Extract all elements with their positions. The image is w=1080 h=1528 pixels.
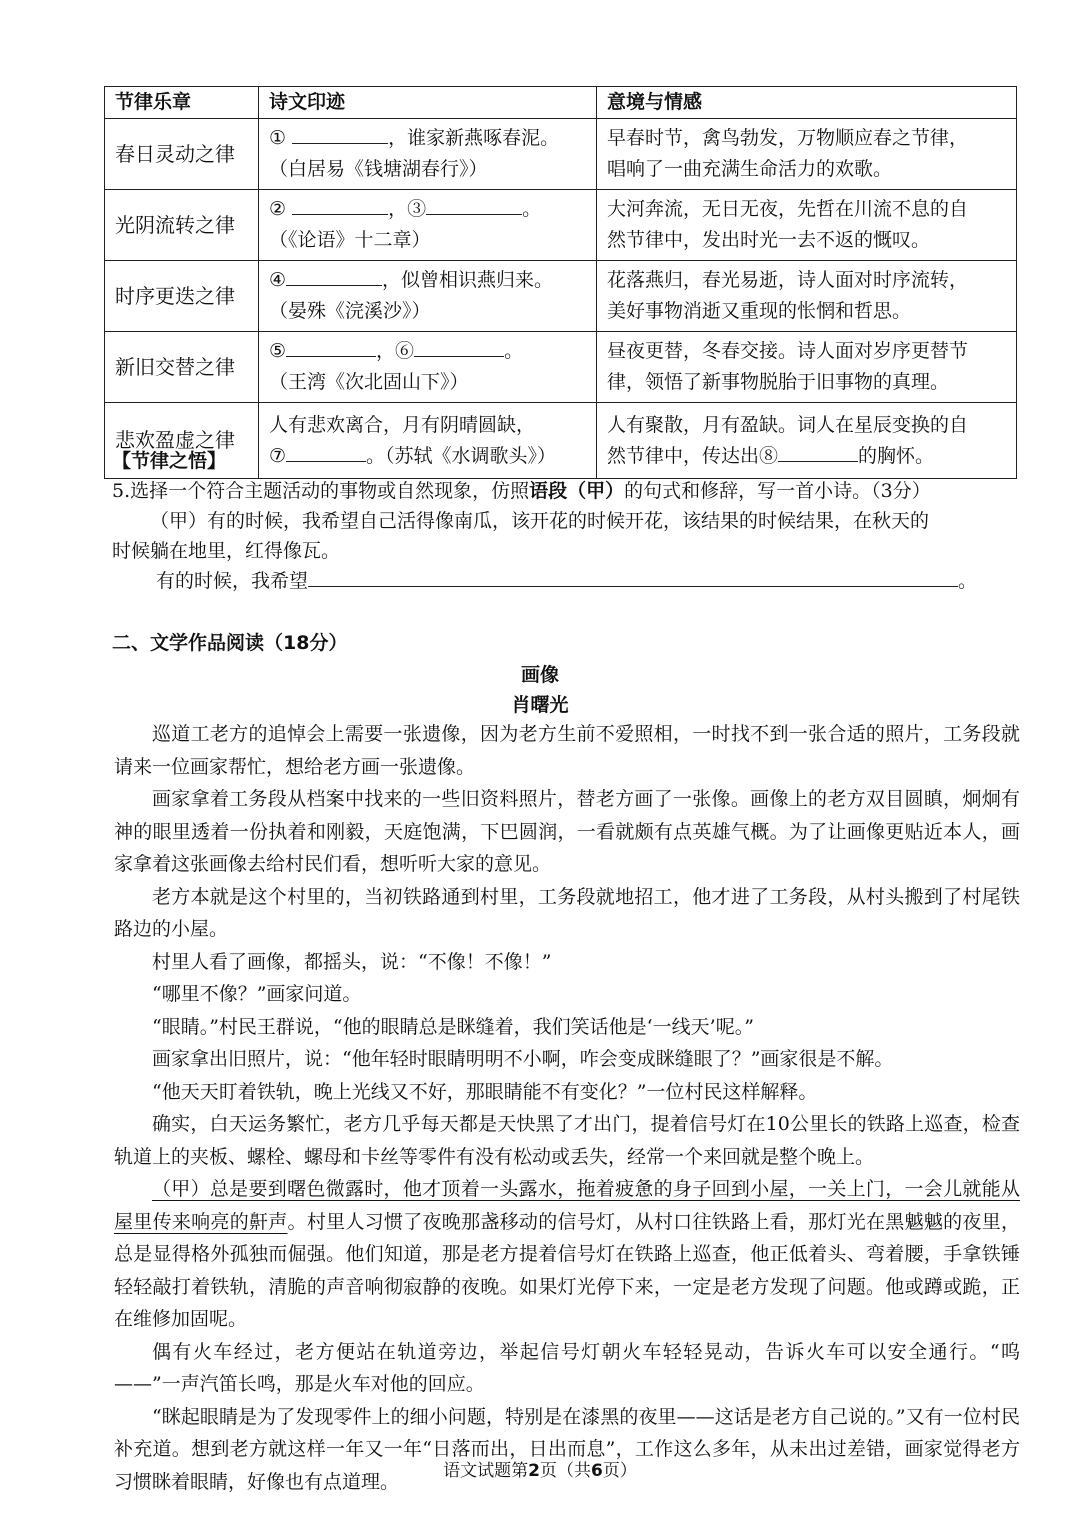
feeling-text: 美好事物消逝又重现的怅惘和哲思。 <box>607 300 912 322</box>
feeling-text: 早春时节，禽鸟勃发，万物顺应春之节律， <box>607 127 969 149</box>
feeling-text: 然节律中，传达出⑧ <box>607 444 779 467</box>
example-line-1: （甲）有的时候，我希望自己活得像南瓜，该开花的时候开花，该结果的时候结果，在秋天的 <box>150 510 930 532</box>
table-row <box>105 332 1017 403</box>
paragraph: “哪里不像？”画家问道。 <box>152 983 362 1005</box>
paragraph: 巡道工老方的追悼会上需要一张遗像，因为老方生前不爱照相，一时找不到一张合适的照片，工务段就请来一位画家帮忙，想给老方画一张遗像。 <box>114 723 1020 778</box>
paragraph: “眼睛。”村民王群说，“他的眼睛总是眯缝着，我们笑话他是‘一线天’呢。” <box>152 1015 754 1038</box>
feeling-text: 唱响了一曲充满生命活力的欢歌。 <box>607 158 893 180</box>
poem-text: 。 <box>504 340 524 362</box>
answer-blank[interactable] <box>286 441 366 462</box>
poem-source: （王湾《次北固山下》） <box>269 371 469 393</box>
table-header: 节律乐章 <box>105 87 259 119</box>
answer-prompt: 有的时候，我希望 <box>156 570 309 592</box>
paragraph: 老方本就是这个村里的，当初铁路通到村里，工务段就地招工，他才进了工务段，从村头搬到了村尾铁路边的小屋。 <box>114 885 1020 940</box>
table-header: 诗文印迹 <box>259 87 597 119</box>
answer-blank[interactable] <box>414 336 504 357</box>
blank-number: ，⑥ <box>376 340 415 362</box>
answer-input-line[interactable] <box>308 566 958 587</box>
question-text: 5.选择一个符合主题活动的事物或自然现象，仿照 <box>112 480 530 502</box>
feeling-text: 律，领悟了新事物脱胎于旧事物的真理。 <box>607 371 950 393</box>
blank-number: ⑤ <box>269 340 287 362</box>
question-5 <box>112 476 1022 506</box>
total-pages: 6 <box>591 1461 603 1481</box>
paragraph: 画家拿出旧照片，说：“他年轻时眼睛明明不小啊，咋会变成眯缝眼了？”画家很是不解。 <box>152 1048 894 1070</box>
paragraph: “他天天盯着铁轨，晚上光线又不好，那眼睛能不有变化？”一位村民这样解释。 <box>152 1080 818 1103</box>
poem-cell <box>259 261 597 332</box>
rhythm-name: 时序更迭之律 <box>105 261 259 332</box>
poem-text: 。 <box>522 198 542 220</box>
paragraph: 偶有火车经过，老方便站在轨道旁边，举起信号灯朝火车轻轻晃动，告诉火车可以安全通行。“呜——”一声汽笛长鸣，那是火车对他的回应。 <box>114 1340 1020 1395</box>
table-header: 意境与情感 <box>597 87 1017 119</box>
poem-cell <box>259 332 597 403</box>
poem-text: ，谁家新燕啄春泥。 <box>388 127 560 149</box>
paragraph-rest: 。村里人习惯了夜晚那盏移动的信号灯，从村口往铁路上看，那灯光在黑魆魆的夜里，总是显得格外孤独而倔强。他们知道，那是老方提着信号灯在铁路上巡查，他正低着头、弯着腰，手拿铁锤轻轻敲打着铁轨，清脆的声音响彻寂静的夜晚。如果灯光停下来，一定是老方发现了问题。他或蹲或跪，正在维修加固呢。 <box>114 1210 1020 1330</box>
feeling-text: 然节律中，发出时光一去不返的慨叹。 <box>607 229 931 251</box>
question-text: 的句式和修辞，写一首小诗。（3分） <box>624 480 931 502</box>
poem-source: （《论语》十二章） <box>269 229 431 251</box>
table-row <box>105 190 1017 261</box>
feeling-cell <box>597 119 1017 190</box>
poem-cell <box>259 119 597 190</box>
rhythm-name: 悲欢盈虚之律 <box>105 403 259 479</box>
page-footer <box>0 1456 1080 1481</box>
blank-number: ，③ <box>388 198 427 220</box>
part-title: 二、文学作品阅读（18分） <box>112 632 348 654</box>
blank-number: ① <box>269 127 287 149</box>
underlined-passage: （甲）总是要到曙色微露时，他才顶着一头露水，拖着疲惫的身子回到小屋，一关上门，一会儿就能从屋里传来响亮的鼾声 <box>114 1178 1020 1233</box>
question-emphasis: 语段（甲） <box>529 480 625 502</box>
story-title: 画像 <box>520 664 559 686</box>
blank-number: ④ <box>269 269 287 291</box>
feeling-text: 花落燕归，春光易逝，诗人面对时序流转， <box>607 269 969 291</box>
feeling-cell <box>597 403 1017 479</box>
answer-blank[interactable] <box>426 194 522 215</box>
paragraph: “眯起眼睛是为了发现零件上的细小问题，特别是在漆黑的夜里——这话是老方自己说的。”又有一位村民补充道。想到老方就这样一年又一年“日落而出，日出而息”，工作这么多年，从未出过差错，画家觉得老方习惯眯着眼睛，好像也有点道理。 <box>114 1405 1020 1493</box>
example-line-2: 时候躺在地里，红得像瓦。 <box>112 540 341 562</box>
table-row <box>105 261 1017 332</box>
answer-line <box>112 566 1066 596</box>
poem-text: ，似曾相识燕归来。 <box>382 269 554 291</box>
poem-source: （晏殊《浣溪沙》） <box>269 300 431 322</box>
paragraph: 村里人看了画像，都摇头，说：“不像！不像！” <box>152 950 552 973</box>
feeling-text: 大河奔流，无日无夜，先哲在川流不息的自 <box>607 198 969 220</box>
feeling-text: 人有聚散，月有盈缺。词人在星辰变换的自 <box>607 413 969 436</box>
poem-cell <box>259 403 597 479</box>
blank-number: ⑦ <box>269 444 287 467</box>
footer-text: 语文试题第 <box>443 1461 529 1481</box>
page-number: 2 <box>528 1461 540 1481</box>
table-row <box>105 119 1017 190</box>
rhythm-name: 光阴流转之律 <box>105 190 259 261</box>
rhythm-name: 新旧交替之律 <box>105 332 259 403</box>
feeling-text: 昼夜更替，冬春交接。诗人面对岁序更替节 <box>607 340 969 362</box>
footer-text: 页（共 <box>540 1461 591 1481</box>
footer-text: 页） <box>602 1461 637 1481</box>
answer-blank[interactable] <box>286 265 382 286</box>
rhythm-name: 春日灵动之律 <box>105 119 259 190</box>
blank-number: ② <box>269 198 287 220</box>
paragraph: 画家拿着工务段从档案中找来的一些旧资料照片，替老方画了一张像。画像上的老方双目圆瞋，炯炯有神的眼里透着一份执着和刚毅，天庭饱满，下巴圆润，一看就颇有点英雄气概。为了让画像更贴近本人，画家拿着这张画像去给村民们看，想听听大家的意见。 <box>114 788 1020 875</box>
answer-blank[interactable] <box>778 441 858 462</box>
answer-blank[interactable] <box>286 336 376 357</box>
table-header-row <box>105 87 1017 119</box>
paragraph-with-underline <box>114 1173 1020 1336</box>
section-heading: 【节律之悟】 <box>112 450 227 472</box>
feeling-text: 的胸怀。 <box>858 444 935 467</box>
poem-text: 。（苏轼《水调歌头》） <box>366 444 557 467</box>
story-body <box>114 718 1020 1498</box>
paragraph: 确实，白天运务繁忙，老方几乎每天都是天快黑了才出门，提着信号灯在10公里长的铁路上巡查，检查轨道上的夹板、螺栓、螺母和卡丝等零件有没有松动或丢失，经常一个来回就是整个晚上。 <box>114 1113 1020 1168</box>
feeling-cell <box>597 261 1017 332</box>
feeling-cell <box>597 190 1017 261</box>
answer-blank[interactable] <box>292 194 388 215</box>
poem-cell <box>259 190 597 261</box>
feeling-cell <box>597 332 1017 403</box>
poem-text: 人有悲欢离合，月有阴晴圆缺， <box>269 413 536 436</box>
table-row <box>105 403 1017 479</box>
answer-end: 。 <box>958 570 978 592</box>
answer-blank[interactable] <box>292 123 388 144</box>
poem-source: （白居易《钱塘湖春行》） <box>269 158 488 180</box>
rhythm-table <box>104 86 1017 479</box>
story-author: 肖曙光 <box>511 694 569 716</box>
